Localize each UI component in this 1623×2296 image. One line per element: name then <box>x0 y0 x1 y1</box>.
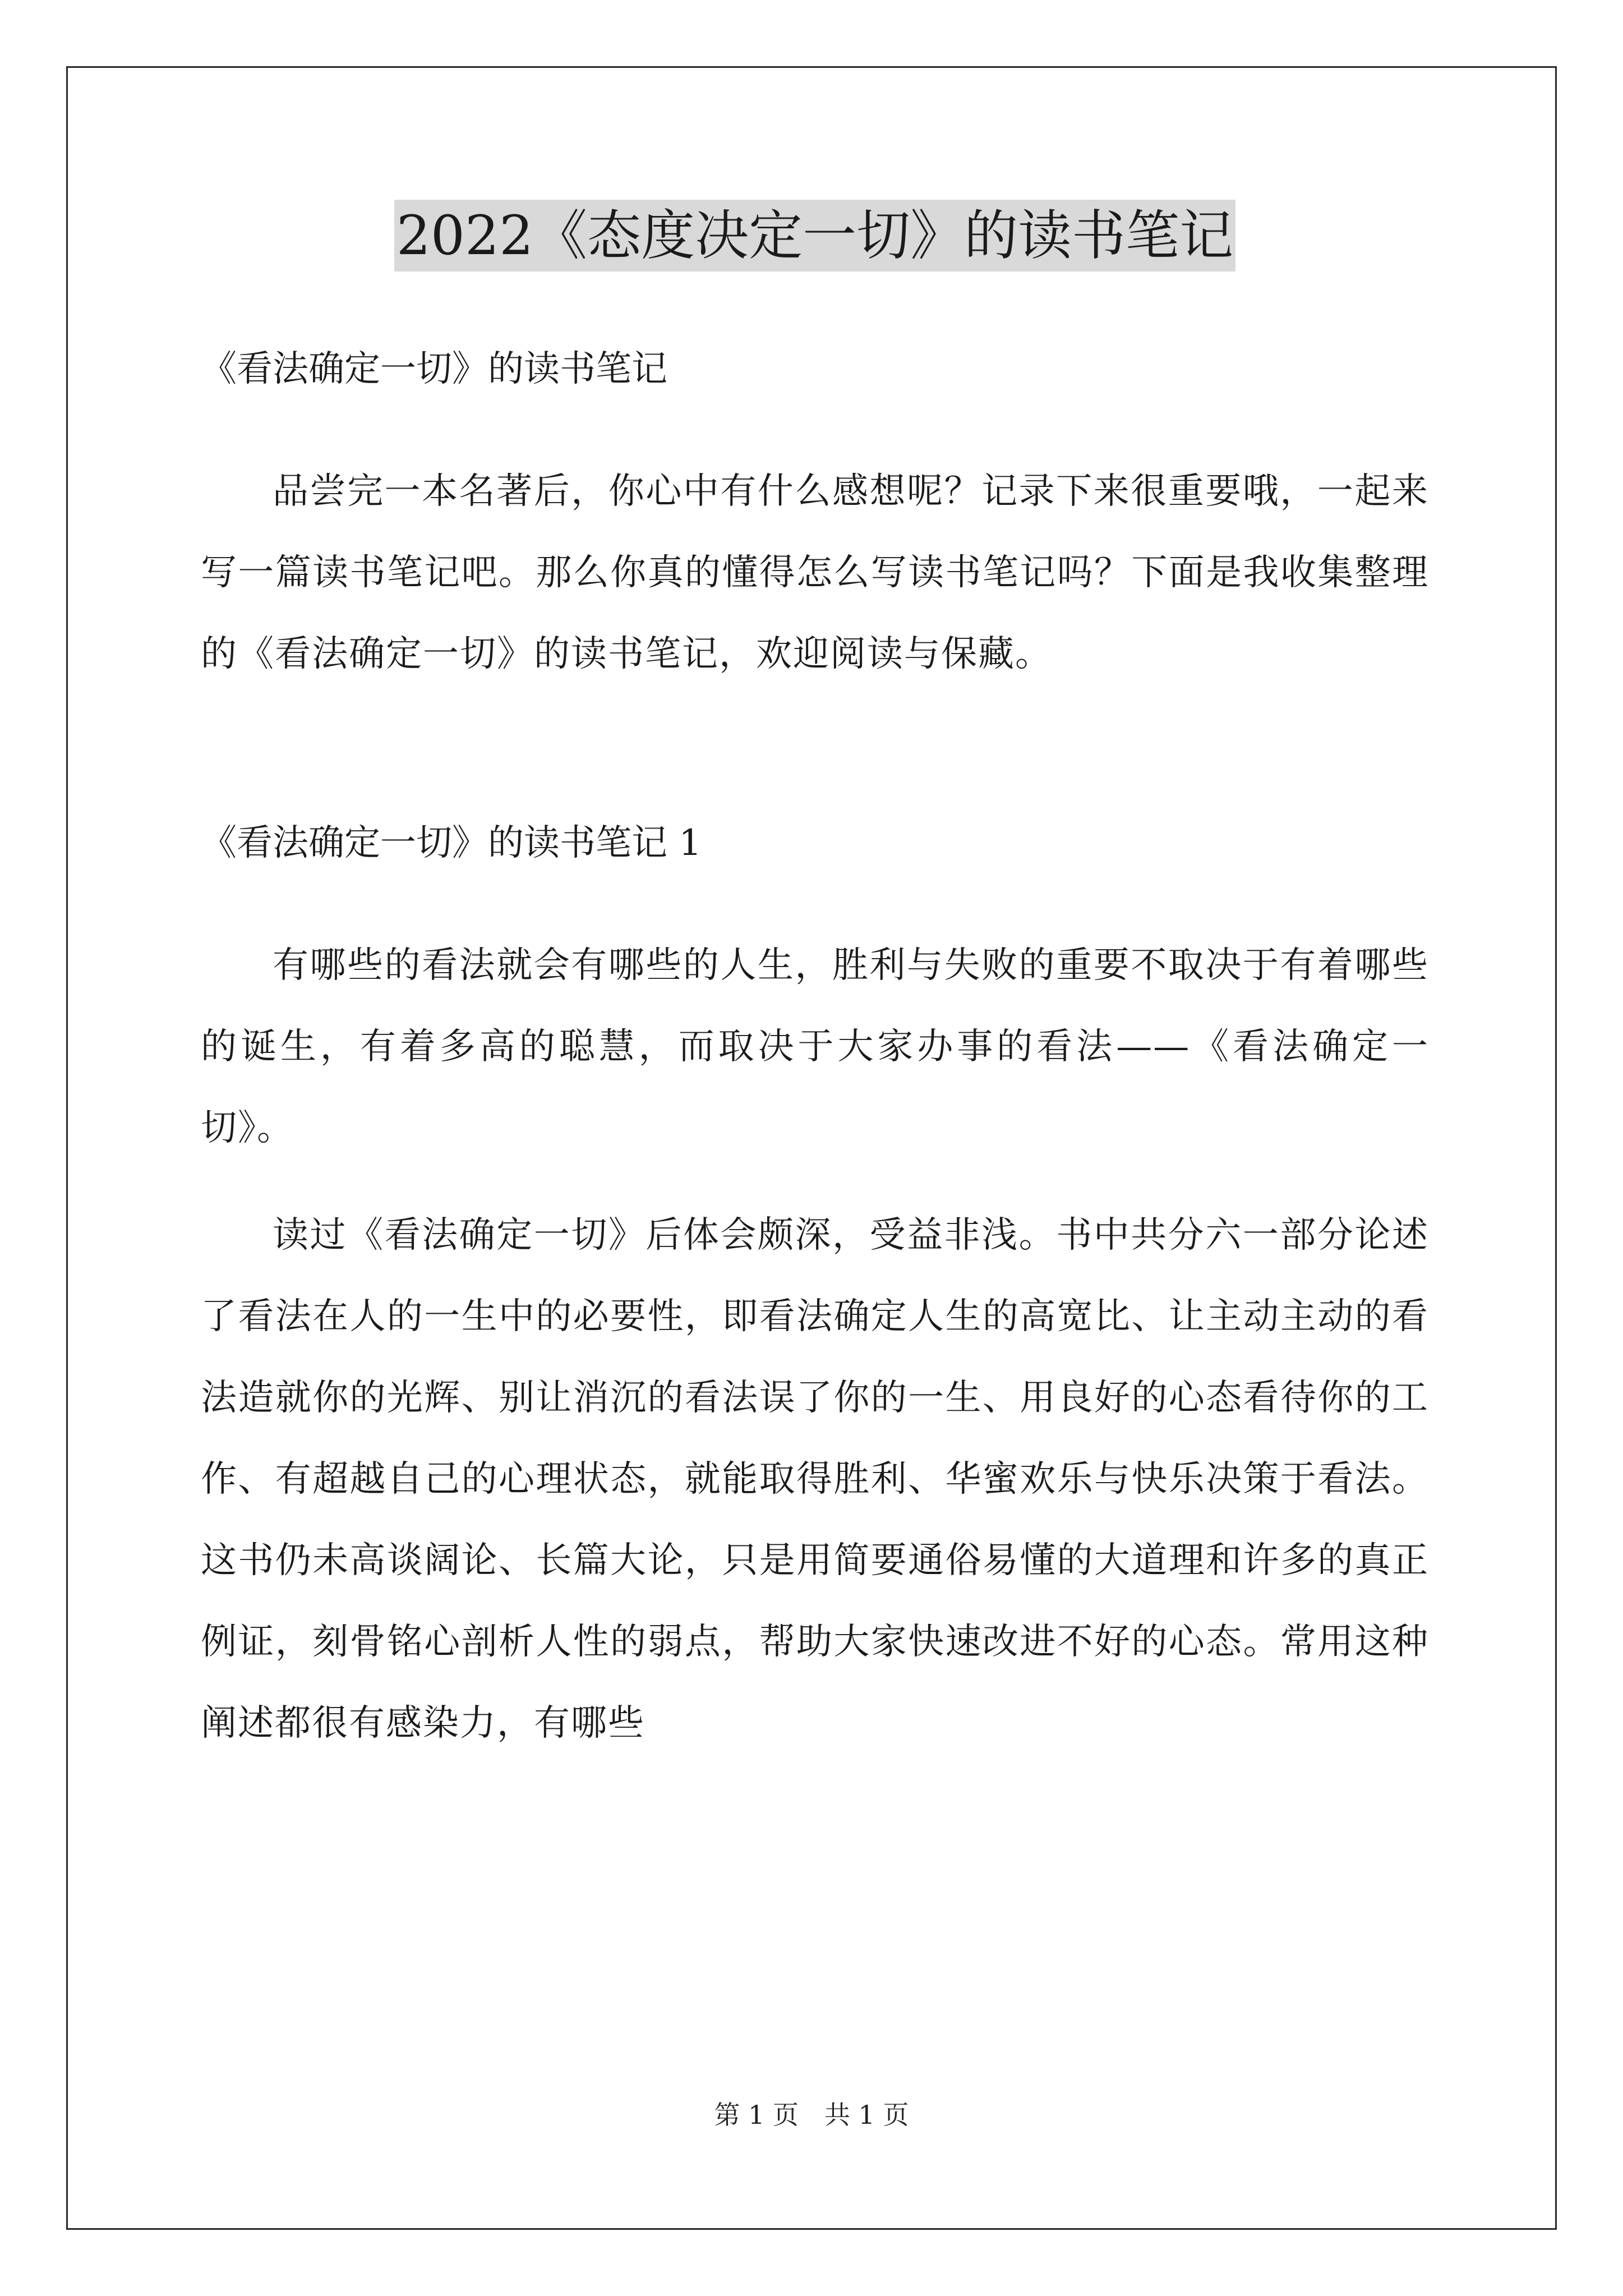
document-title-text: 2022《态度决定一切》的读书笔记 <box>394 200 1235 272</box>
section-heading: 《看法确定一切》的读书笔记 1 <box>201 822 702 864</box>
intro-paragraph: 品尝完一本名著后，你心中有什么感想呢？记录下来很重要哦，一起来写一篇读书笔记吧。那么你真的懂得怎么写读书笔记吗？下面是我收集整理的《看法确定一切》的读书笔记，欢迎阅读与保藏。 <box>201 471 1429 675</box>
document-body <box>201 196 1429 1764</box>
body-paragraph: 读过《看法确定一切》后体会颇深，受益非浅。书中共分六一部分论述了看法在人的一生中的必要性，即看法确定人生的高宽比、让主动主动的看法造就你的光辉、别让消沉的看法误了你的一生、用良好的心态看待你的工作、有超越自己的心理状态，就能取得胜利、华蜜欢乐与快乐决策于看法。这书仍未高谈阔论、长篇大论，只是用简要通俗易懂的大道理和许多的真正例证，刻骨铭心剖析人性的弱点，帮助大家快速改进不好的心态。常用这种阐述都很有感染力，有哪些 <box>201 1214 1429 1744</box>
page-footer: 第 1 页 共 1 页 <box>714 2100 909 2130</box>
document-title <box>201 196 1429 275</box>
body-paragraph: 有哪些的看法就会有哪些的人生，胜利与失败的重要不取决于有着哪些的诞生，有着多高的聪慧，而取决于大家办事的看法——《看法确定一切》。 <box>201 945 1429 1149</box>
document-subtitle: 《看法确定一切》的读书笔记 <box>201 348 667 390</box>
